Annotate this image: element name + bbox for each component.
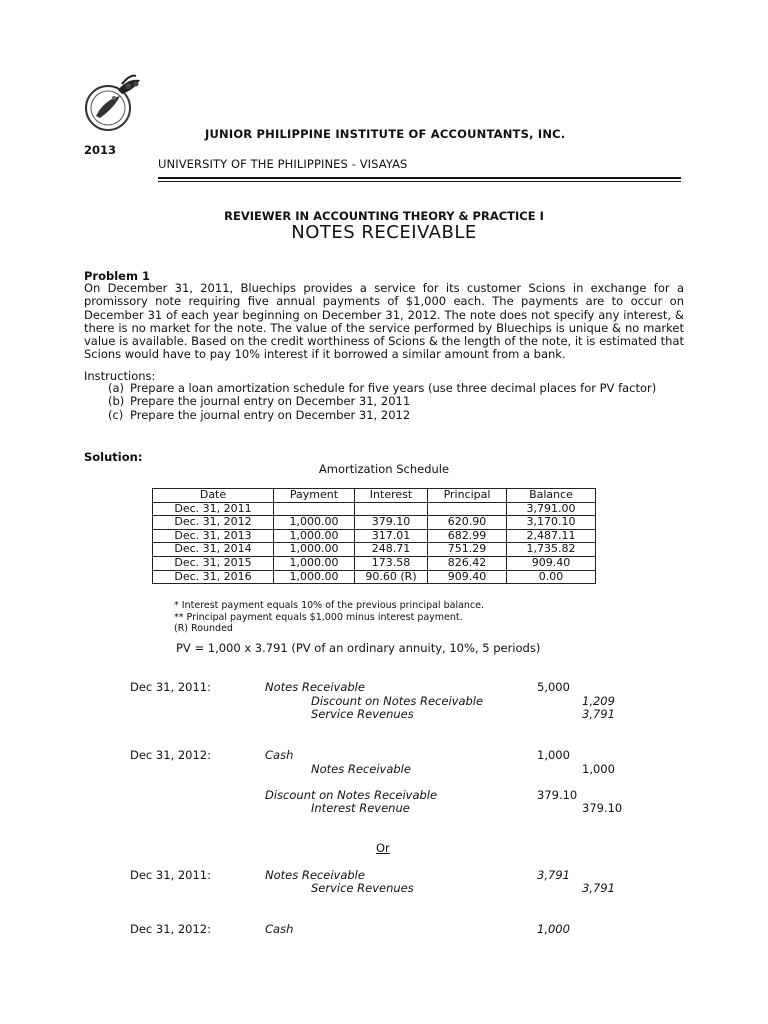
table-cell: 620.90 [428,516,507,530]
table-cell: Dec. 31, 2011 [153,502,274,516]
table-cell: 0.00 [507,570,596,584]
page-title: NOTES RECEIVABLE [291,222,477,243]
table-cell: 1,000.00 [274,543,355,557]
instruction-item: (a) Prepare a loan amortization schedule for five years (use three decimal places for PV factor) [108,381,657,395]
debit-account: Cash [265,922,294,936]
table-cell: 826.42 [428,556,507,570]
table-cell: 1,000.00 [274,570,355,584]
table-cell: 1,735.82 [507,543,596,557]
schedule-title: Amortization Schedule [318,462,450,476]
instruction-item: (c) Prepare the journal entry on December 31, 2012 [108,407,411,422]
pv-formula: PV = 1,000 x 3.791 (PV of an ordinary annuity, 10%, 5 periods) [176,641,541,655]
table-cell: 909.40 [507,556,596,570]
table-row [153,516,596,530]
header-rule-thick [158,177,681,179]
debit-account: Notes Receivable [265,868,365,882]
table-cell: Dec. 31, 2014 [153,543,274,557]
amortization-table [152,488,596,584]
debit-amount: 3,791 [537,868,570,882]
credit-account: Service Revenues [311,707,414,721]
table-cell: 3,170.10 [507,516,596,530]
table-cell [428,502,507,516]
organization-name: JUNIOR PHILIPPINE INSTITUTE OF ACCOUNTANTS, INC. [205,127,566,141]
problem-text: On December 31, 2011, Bluechips provides a service for its customer Scions in exchange for a promissory note requiring five annual payments of $1,000 each. The payments are to occur on December 31 of each year beginning on December 31, 2012. The note does not specify any interest, & there is no market for the note. The value of the service performed by Bluechips is unique & no market value is available. Based on the credit worthiness of Scions & the length of the note, it is estimated that Scions would have to pay 10% interest if it borrowed a similar amount from a bank. [84,281,684,362]
table-row [153,543,596,557]
table-cell: 1,000.00 [274,556,355,570]
table-cell: Dec. 31, 2016 [153,570,274,584]
table-cell: 2,487.11 [507,529,596,543]
table-row [153,570,596,584]
credit-amount: 3,791 [582,707,615,721]
column-header: Balance [507,489,596,503]
entry-date: Dec 31, 2011: [130,868,211,882]
table-cell: 909.40 [428,570,507,584]
debit-amount: 1,000 [537,922,570,936]
table-cell [355,502,428,516]
table-cell: Dec. 31, 2013 [153,529,274,543]
credit-account: Service Revenues [311,881,414,895]
table-cell: 317.01 [355,529,428,543]
debit-amount: 5,000 [537,680,570,694]
credit-amount: 3,791 [582,881,615,895]
problem-heading: Problem 1 [84,269,150,283]
column-header: Payment [274,489,355,503]
table-row [153,502,596,516]
table-cell: 379.10 [355,516,428,530]
table-cell: Dec. 31, 2015 [153,556,274,570]
table-cell [274,502,355,516]
university-name: UNIVERSITY OF THE PHILIPPINES - VISAYAS [158,157,408,171]
note-line: ** Principal payment equals $1,000 minus interest payment. [174,611,463,623]
header-rule-thin [158,181,681,182]
note-line: * Interest payment equals 10% of the previous principal balance. [174,600,485,611]
debit-account: Cash [265,748,294,762]
table-cell: 90.60 (R) [355,570,428,584]
credit-amount: 1,000 [582,762,615,776]
instruction-item: (b) Prepare the journal entry on December 31, 2011 [108,394,411,409]
column-header: Date [153,489,274,503]
credit-amount: 379.10 [582,801,623,815]
note-line: (R) Rounded [174,623,233,634]
instructions-label: Instructions: [84,369,156,383]
table-cell: 3,791.00 [507,502,596,516]
table-cell: 1,000.00 [274,516,355,530]
reviewer-title: REVIEWER IN ACCOUNTING THEORY & PRACTICE I [224,209,544,223]
column-header: Principal [428,489,507,503]
solution-heading: Solution: [84,450,143,464]
table-row [153,529,596,543]
debit-amount: 1,000 [537,748,570,762]
year-label: 2013 [84,143,117,157]
credit-account: Interest Revenue [311,801,410,815]
instructions-list [108,382,656,422]
table-cell: 248.71 [355,543,428,557]
debit-account: Discount on Notes Receivable [265,788,438,802]
debit-amount: 379.10 [537,788,578,802]
debit-account: Notes Receivable [265,680,365,694]
table-row [153,556,596,570]
schedule-notes [174,600,484,635]
table-cell: 751.29 [428,543,507,557]
or-separator: Or [376,841,390,855]
table-cell: 173.58 [355,556,428,570]
table-cell: 1,000.00 [274,529,355,543]
jpia-seal-logo [78,70,150,134]
entry-date: Dec 31, 2012: [130,922,211,936]
credit-account: Discount on Notes Receivable [311,694,484,708]
credit-amount: 1,209 [582,694,615,708]
credit-account: Notes Receivable [311,762,411,776]
table-cell: 682.99 [428,529,507,543]
column-header: Interest [355,489,428,503]
table-cell: Dec. 31, 2012 [153,516,274,530]
entry-date: Dec 31, 2012: [130,748,211,762]
table-header-row [153,489,596,503]
entry-date: Dec 31, 2011: [130,680,211,694]
